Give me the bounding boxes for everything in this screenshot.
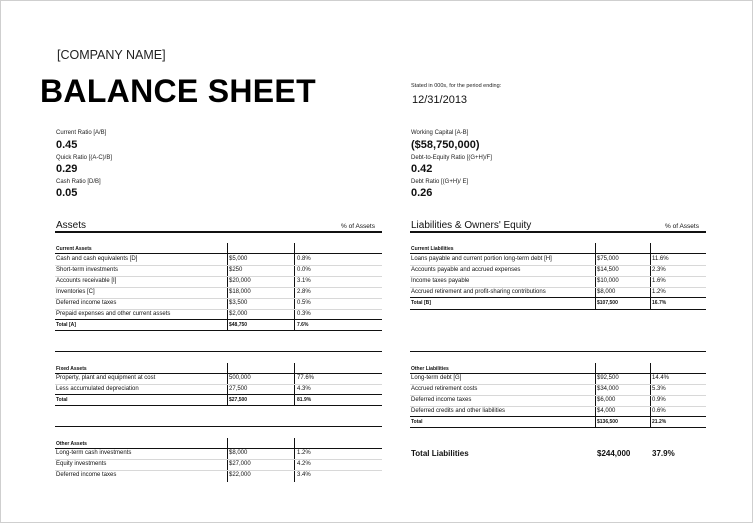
table-row-pct: 0.0%: [297, 267, 311, 273]
divider: [55, 253, 382, 254]
table-row-label: Accounts payable and accrued expenses: [411, 267, 521, 273]
table-row-pct: 1.2%: [652, 289, 666, 295]
table-row-amount: $3,500: [229, 300, 248, 306]
table-row-label: Deferred income taxes: [411, 397, 472, 403]
table-row-amount: $8,000: [229, 450, 248, 456]
table-row-amount: $2,000: [229, 311, 248, 317]
table-row-amount: $27,000: [229, 461, 251, 467]
table-row-amount: $8,000: [597, 289, 616, 295]
divider: [55, 351, 382, 352]
page-title: BALANCE SHEET: [40, 73, 316, 109]
row-divider: [55, 459, 382, 460]
total-liabilities-amount: $244,000: [597, 449, 631, 458]
table-row-pct: 4.3%: [297, 386, 311, 392]
divider: [55, 405, 382, 406]
table-row-label: Cash and cash equivalents [D]: [56, 256, 138, 262]
table-row-amount: $5,000: [229, 256, 248, 262]
table-row-label: Accrued retirement costs: [411, 386, 478, 392]
table-row-amount: $18,000: [229, 289, 251, 295]
table-row-amount: $250: [229, 267, 243, 273]
divider: [55, 373, 382, 374]
row-divider: [55, 309, 382, 310]
row-divider: [55, 470, 382, 471]
column-divider: [294, 438, 295, 482]
table-row-label: Property, plant and equipment at cost: [56, 375, 156, 381]
total-label: Total: [411, 419, 423, 425]
quick-ratio-value: 0.29: [56, 163, 78, 175]
table-row-pct: 0.5%: [297, 300, 311, 306]
row-divider: [55, 265, 382, 266]
total-amount: $136,500: [597, 419, 618, 425]
table-row-amount: 500,000: [229, 375, 251, 381]
table-row-pct: 11.6%: [652, 256, 669, 262]
liabilities-heading: Liabilities & Owners' Equity: [411, 220, 532, 231]
total-amount: $48,750: [229, 322, 248, 328]
table-row-pct: 0.8%: [297, 256, 311, 262]
working-capital-label: Working Capital [A-B]: [411, 130, 469, 136]
table-row-pct: 0.6%: [652, 408, 666, 414]
total-liabilities-pct: 37.9%: [652, 449, 675, 458]
other-liabilities-title: Other Liabilities: [411, 366, 449, 372]
table-row-label: Prepaid expenses and other current assets: [56, 311, 171, 317]
total-label: Total: [56, 397, 68, 403]
row-divider: [410, 287, 706, 288]
total-amount: $107,500: [597, 300, 618, 306]
table-row-pct: 0.3%: [297, 311, 311, 317]
table-row-pct: 4.2%: [297, 461, 311, 467]
divider: [410, 253, 706, 254]
table-row-label: Accounts receivable [I]: [56, 278, 117, 284]
table-row-label: Inventories [C]: [56, 289, 95, 295]
total-pct: 7.6%: [297, 322, 309, 328]
table-row-pct: 14.4%: [652, 375, 670, 381]
table-row-amount: $92,500: [597, 375, 619, 381]
table-row-amount: $4,000: [597, 408, 616, 414]
table-row-pct: 3.1%: [297, 278, 311, 284]
table-row-amount: $75,000: [597, 256, 619, 262]
debt-to-equity-label: Debt-to-Equity Ratio [(G+H)/F]: [411, 155, 492, 161]
assets-heading: Assets: [56, 220, 87, 231]
total-rule: [410, 297, 706, 298]
divider: [55, 426, 382, 427]
table-row-label: Income taxes payable: [411, 278, 470, 284]
divider: [55, 330, 382, 331]
table-row-pct: 1.2%: [297, 450, 311, 456]
current-assets-title: Current Assets: [56, 246, 92, 252]
total-rule: [410, 416, 706, 417]
assets-pct-heading: % of Assets: [341, 223, 375, 230]
cash-ratio-label: Cash Ratio [D/B]: [56, 179, 101, 185]
table-row-label: Short-term investments: [56, 267, 119, 273]
total-label: Total [A]: [56, 322, 76, 328]
period-end-date: 12/31/2013: [412, 94, 468, 106]
table-row-label: Less accumulated depreciation: [56, 386, 139, 392]
divider: [55, 448, 382, 449]
total-pct: 81.9%: [297, 397, 312, 403]
table-row-pct: 0.9%: [652, 397, 666, 403]
debt-ratio-label: Debt Ratio [(G+H)/ E]: [411, 179, 469, 185]
current-ratio-value: 0.45: [56, 139, 78, 151]
total-rule: [55, 319, 382, 320]
table-row-label: Long-term debt [G]: [411, 375, 462, 381]
row-divider: [55, 276, 382, 277]
table-row-pct: 2.3%: [652, 267, 666, 273]
table-row-amount: $6,000: [597, 397, 616, 403]
row-divider: [410, 265, 706, 266]
total-liabilities-label: Total Liabilities: [411, 449, 469, 458]
total-pct: 21.2%: [652, 419, 667, 425]
table-row-label: Long-term cash investments: [56, 450, 132, 456]
row-divider: [410, 276, 706, 277]
total-pct: 16.7%: [652, 300, 667, 306]
divider: [410, 309, 706, 310]
other-assets-title: Other Assets: [56, 441, 87, 447]
row-divider: [55, 287, 382, 288]
table-row-label: Loans payable and current portion long-term debt [H]: [411, 256, 552, 262]
table-row-amount: $20,000: [229, 278, 251, 284]
divider: [410, 427, 706, 428]
table-row-pct: 1.6%: [652, 278, 666, 284]
table-row-pct: 5.3%: [652, 386, 666, 392]
table-row-label: Deferred income taxes: [56, 472, 117, 478]
row-divider: [55, 298, 382, 299]
period-caption: Stated in 000s, for the period ending:: [411, 83, 502, 89]
table-row-pct: 77.6%: [297, 375, 315, 381]
table-row-pct: 3.4%: [297, 472, 311, 478]
table-row-label: Equity investments: [56, 461, 107, 467]
assets-heading-rule: [55, 231, 382, 233]
table-row-amount: $10,000: [597, 278, 619, 284]
working-capital-value: ($58,750,000): [411, 139, 480, 151]
row-divider: [55, 384, 382, 385]
column-divider: [227, 438, 228, 482]
table-row-amount: $22,000: [229, 472, 251, 478]
total-rule: [55, 394, 382, 395]
current-liabilities-title: Current Liabilities: [411, 246, 454, 252]
current-ratio-label: Current Ratio [A/B]: [56, 130, 107, 136]
liabilities-pct-heading: % of Assets: [665, 223, 699, 230]
table-row-amount: 27,500: [229, 386, 248, 392]
table-row-amount: $14,500: [597, 267, 619, 273]
company-name: [COMPANY NAME]: [57, 48, 166, 62]
table-row-label: Accrued retirement and profit-sharing contributions: [411, 289, 546, 295]
table-row-amount: $34,000: [597, 386, 619, 392]
debt-to-equity-value: 0.42: [411, 163, 433, 175]
cash-ratio-value: 0.05: [56, 187, 78, 199]
table-row-label: Deferred income taxes: [56, 300, 117, 306]
divider: [410, 351, 706, 352]
total-label: Total [B]: [411, 300, 431, 306]
row-divider: [410, 406, 706, 407]
table-row-pct: 2.8%: [297, 289, 311, 295]
debt-ratio-value: 0.26: [411, 187, 433, 199]
fixed-assets-title: Fixed Assets: [56, 366, 87, 372]
divider: [410, 373, 706, 374]
liabilities-heading-rule: [410, 231, 706, 233]
total-amount: $27,500: [229, 397, 248, 403]
row-divider: [410, 395, 706, 396]
table-row-label: Deferred credits and other liabilities: [411, 408, 506, 414]
row-divider: [410, 384, 706, 385]
quick-ratio-label: Quick Ratio [(A-C)/B]: [56, 155, 113, 161]
